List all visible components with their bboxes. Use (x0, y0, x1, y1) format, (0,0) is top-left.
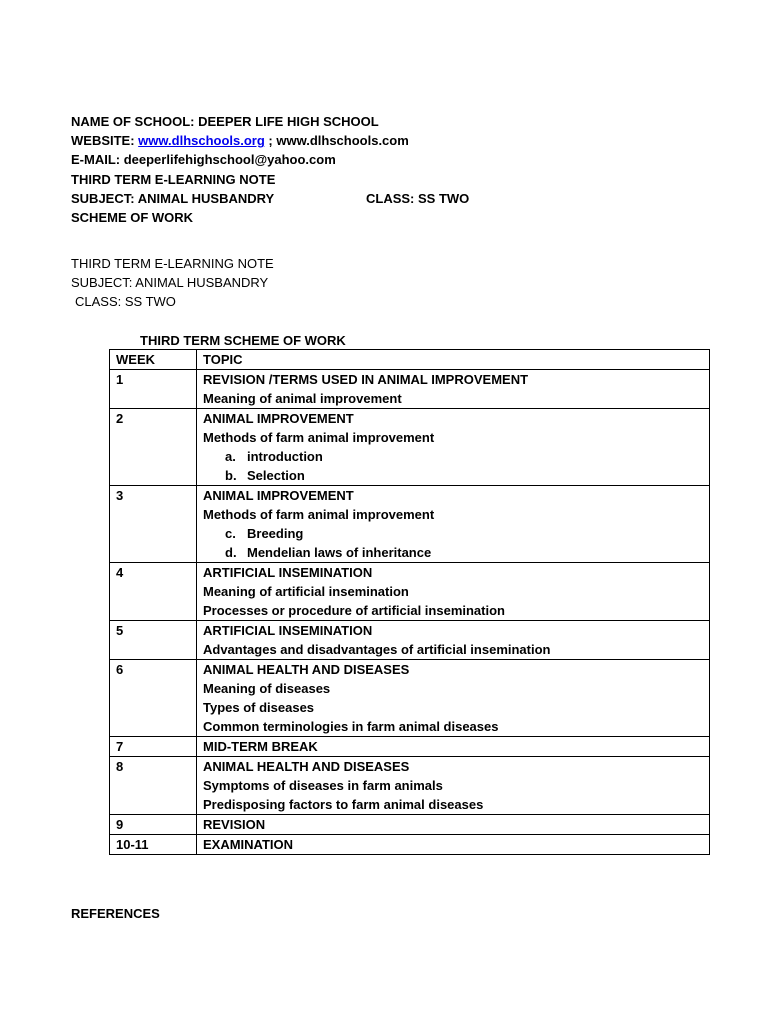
topic-line: ARTIFICIAL INSEMINATION (203, 565, 373, 580)
topic-list-item (203, 543, 703, 562)
list-marker: a. (225, 449, 236, 464)
topic-line: Symptoms of diseases in farm animals (203, 778, 443, 793)
website-link[interactable]: www.dlhschools.org (138, 133, 265, 149)
topic-line: ANIMAL HEALTH AND DISEASES (203, 759, 410, 774)
topic-cell (197, 409, 710, 486)
subject-class-line (71, 189, 470, 208)
week-cell: 8 (110, 757, 197, 815)
table-body (110, 370, 710, 855)
sub-note: THIRD TERM E-LEARNING NOTE (71, 256, 274, 271)
table-row (110, 737, 710, 757)
week-cell: 10-11 (110, 835, 197, 855)
topic-list-item (203, 466, 703, 485)
table-row (110, 660, 710, 737)
topic-cell (197, 737, 710, 757)
topic-cell (197, 757, 710, 815)
scheme-heading: SCHEME OF WORK (71, 209, 194, 225)
week-cell: 3 (110, 486, 197, 563)
list-item-text: Selection (247, 468, 305, 483)
list-item-text: Mendelian laws of inheritance (247, 545, 432, 560)
topic-cell (197, 563, 710, 621)
week-cell: 4 (110, 563, 197, 621)
sub-header (71, 254, 274, 312)
website-label: WEBSITE: (71, 133, 139, 149)
sub-class: CLASS: SS TWO (75, 294, 176, 310)
topic-cell (197, 370, 710, 409)
topic-line: Meaning of animal improvement (203, 391, 402, 406)
topic-line: Meaning of diseases (203, 681, 331, 696)
topic-line: ANIMAL HEALTH AND DISEASES (203, 662, 410, 677)
topic-line: ANIMAL IMPROVEMENT (203, 488, 354, 503)
topic-cell (197, 815, 710, 835)
school-header (71, 112, 470, 227)
topic-line: ARTIFICIAL INSEMINATION (203, 623, 373, 638)
website-line (71, 131, 409, 150)
table-row (110, 370, 710, 409)
topic-line: REVISION (203, 817, 266, 832)
table-header-row (110, 350, 710, 370)
topic-list-item (203, 524, 703, 543)
list-marker: c. (225, 526, 236, 541)
table-row (110, 486, 710, 563)
topic-list-item (203, 447, 703, 466)
topic-header: TOPIC (197, 350, 710, 370)
email-line: E-MAIL: deeperlifehighschool@yahoo.com (71, 152, 336, 168)
topic-line: Methods of farm animal improvement (203, 430, 435, 445)
list-marker: b. (225, 468, 237, 483)
table-row (110, 563, 710, 621)
topic-line: Types of diseases (203, 700, 315, 715)
topic-cell (197, 660, 710, 737)
table-row (110, 835, 710, 855)
topic-line: REVISION /TERMS USED IN ANIMAL IMPROVEMENT (203, 372, 529, 387)
scheme-table (109, 349, 710, 855)
week-cell: 5 (110, 621, 197, 660)
topic-line: Processes or procedure of artificial insemination (203, 603, 505, 618)
list-item-text: Breeding (247, 526, 304, 541)
topic-line: EXAMINATION (203, 837, 294, 852)
table-row (110, 815, 710, 835)
list-item-text: introduction (247, 449, 323, 464)
table-row (110, 757, 710, 815)
topic-line: Meaning of artificial insemination (203, 584, 409, 599)
note-title: THIRD TERM E-LEARNING NOTE (71, 171, 276, 187)
subject-label: SUBJECT: ANIMAL HUSBANDRY (71, 190, 275, 206)
sub-subject: SUBJECT: ANIMAL HUSBANDRY (71, 275, 269, 291)
table-row (110, 409, 710, 486)
topic-cell (197, 486, 710, 563)
table-title: THIRD TERM SCHEME OF WORK (140, 333, 346, 348)
week-cell: 1 (110, 370, 197, 409)
week-cell: 2 (110, 409, 197, 486)
list-marker: d. (225, 545, 237, 560)
topic-line: Methods of farm animal improvement (203, 507, 435, 522)
school-name: NAME OF SCHOOL: DEEPER LIFE HIGH SCHOOL (71, 114, 379, 129)
week-cell: 7 (110, 737, 197, 757)
topic-cell (197, 835, 710, 855)
topic-line: Common terminologies in farm animal diseases (203, 719, 499, 734)
website-alt: ; www.dlhschools.com (264, 133, 409, 149)
topic-line: ANIMAL IMPROVEMENT (203, 411, 354, 426)
references-heading: REFERENCES (71, 906, 160, 921)
week-header: WEEK (110, 350, 197, 370)
week-cell: 6 (110, 660, 197, 737)
class-label: CLASS: SS TWO (366, 190, 470, 206)
topic-line: Predisposing factors to farm animal diseases (203, 797, 484, 812)
topic-cell (197, 621, 710, 660)
topic-line: Advantages and disadvantages of artificial insemination (203, 642, 551, 657)
table-row (110, 621, 710, 660)
week-cell: 9 (110, 815, 197, 835)
topic-line: MID-TERM BREAK (203, 739, 318, 754)
